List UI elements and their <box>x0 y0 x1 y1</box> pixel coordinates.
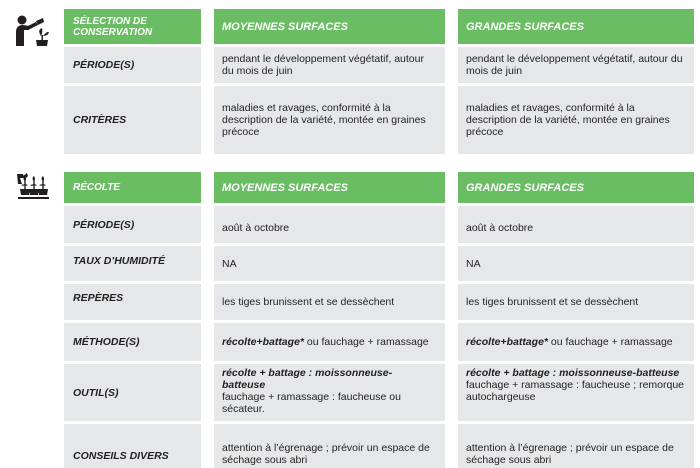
method-rest: ou fauchage + ramassage <box>304 336 429 348</box>
cell-moyennes: NA <box>214 246 445 281</box>
recolte-row-methode <box>64 323 694 361</box>
tool-emphasis: récolte + battage : moissonneuse-batteuse <box>222 367 393 391</box>
row-label: MÉTHODE(S) <box>64 323 201 361</box>
cell-moyennes: attention à l’égrenage ; prévoir un espace de séchage sous abri <box>214 424 445 468</box>
conservation-row-criteres <box>64 86 694 154</box>
method-rest: ou fauchage + ramassage <box>548 336 673 348</box>
person-watering-plant-icon <box>14 14 50 46</box>
row-label: TAUX D’HUMIDITÉ <box>64 246 201 281</box>
conservation-header-grandes: GRANDES SURFACES <box>458 9 694 44</box>
cell-grandes: les tiges brunissent et se dessèchent <box>458 284 694 320</box>
cell-moyennes: les tiges brunissent et se dessèchent <box>214 284 445 320</box>
cell-grandes: attention à l’égrenage ; prévoir un espace de séchage sous abri <box>458 424 694 468</box>
cell-grandes <box>458 323 694 361</box>
recolte-row-outil <box>64 364 694 421</box>
recolte-row-conseils <box>64 424 694 468</box>
recolte-table <box>64 172 694 468</box>
row-label: PÉRIODE(S) <box>64 47 201 83</box>
cell-moyennes: maladies et ravages, conformité à la description de la variété, montée en graines précoce <box>214 86 445 154</box>
row-label: REPÈRES <box>64 284 201 320</box>
method-emphasis: récolte+battage* <box>466 336 548 348</box>
recolte-header-title: RÉCOLTE <box>64 172 201 203</box>
cell-grandes: NA <box>458 246 694 281</box>
recolte-header-grandes: GRANDES SURFACES <box>458 172 694 203</box>
row-label: PÉRIODE(S) <box>64 206 201 243</box>
cell-moyennes: pendant le développement végétatif, autour du mois de juin <box>214 47 445 83</box>
row-label: OUTIL(S) <box>64 364 201 421</box>
cell-moyennes <box>214 364 445 421</box>
method-emphasis: récolte+battage* <box>222 336 304 348</box>
recolte-header-moyennes: MOYENNES SURFACES <box>214 172 445 203</box>
cell-grandes <box>458 364 694 421</box>
tool-rest: fauchage + ramassage : faucheuse ; remorque autochargeuse <box>466 379 685 403</box>
recolte-row-reperes <box>64 284 694 320</box>
conservation-table <box>64 9 694 154</box>
harvest-plants-icon <box>14 172 50 202</box>
conservation-header-row <box>64 9 694 44</box>
cell-moyennes: août à octobre <box>214 206 445 243</box>
tool-emphasis: récolte + battage : moissonneuse-batteuse <box>466 367 680 379</box>
tool-rest: fauchage + ramassage : faucheuse ou sécateur. <box>222 391 401 415</box>
cell-moyennes <box>214 323 445 361</box>
conservation-row-periode <box>64 47 694 83</box>
recolte-row-periode <box>64 206 694 243</box>
cell-grandes: maladies et ravages, conformité à la description de la variété, montée en graines précoce <box>458 86 694 154</box>
cell-grandes: août à octobre <box>458 206 694 243</box>
recolte-header-row <box>64 172 694 203</box>
row-label: CRITÈRES <box>64 86 201 154</box>
conservation-header-title: SÉLECTION DE CONSERVATION <box>64 9 201 44</box>
row-label: CONSEILS DIVERS <box>64 424 201 468</box>
conservation-header-moyennes: MOYENNES SURFACES <box>214 9 445 44</box>
cell-grandes: pendant le développement végétatif, autour du mois de juin <box>458 47 694 83</box>
recolte-row-humidite <box>64 246 694 281</box>
